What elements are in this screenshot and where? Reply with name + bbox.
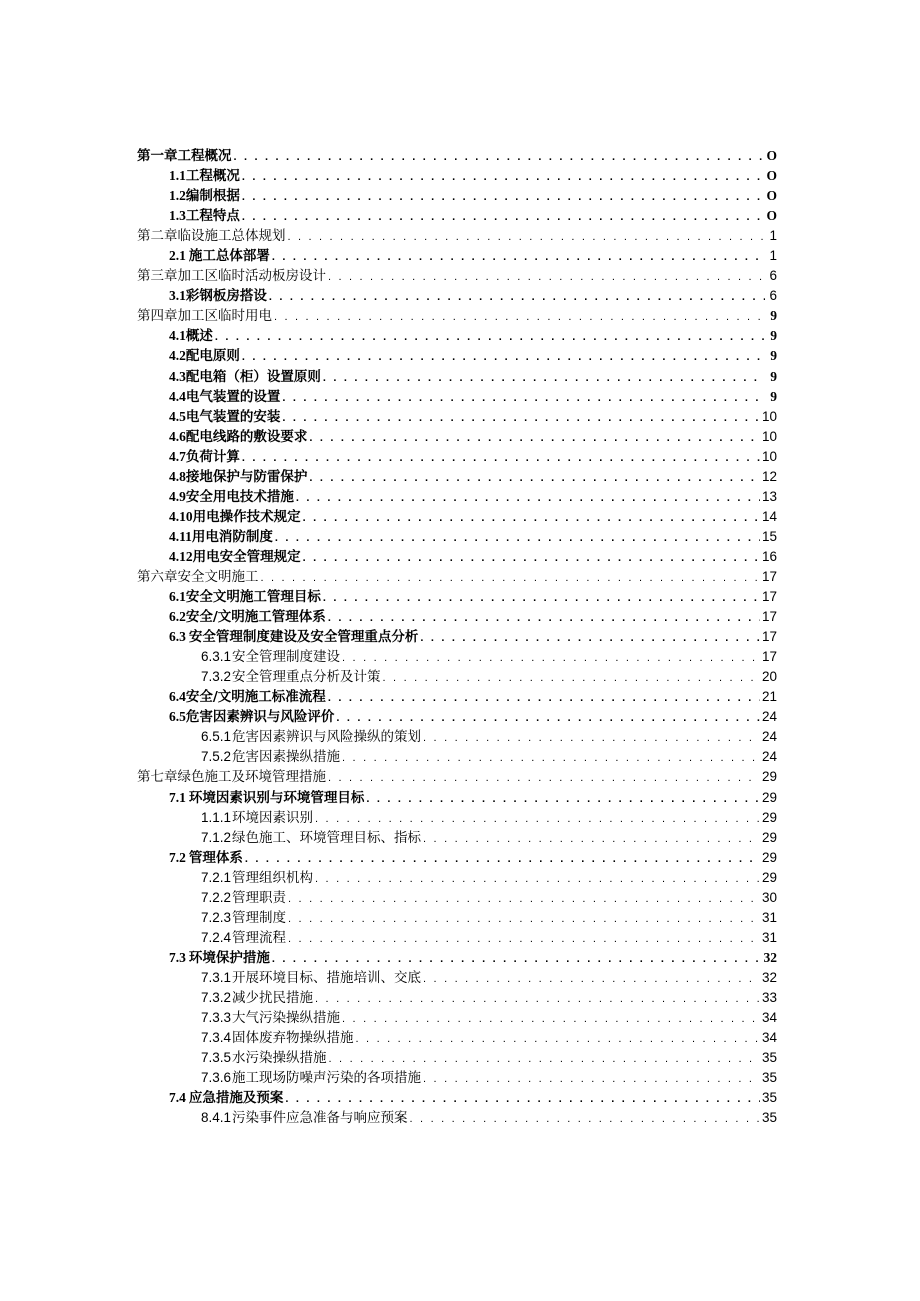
toc-entry-section[interactable]: [137, 206, 777, 226]
dot-leader: [342, 1009, 760, 1028]
toc-title: 编制根据: [185, 188, 240, 205]
dot-leader: [272, 949, 762, 968]
toc-title: 危害因素操纵措施: [232, 749, 341, 766]
toc-title: 安全管理重点分析及计策: [232, 669, 381, 686]
toc-title: 用电消防制度: [191, 528, 273, 545]
toc-title: 绿色施工、环境管理目标、指标: [232, 829, 422, 846]
toc-title: 环境因素识别: [232, 809, 314, 826]
toc-number: 7.: [201, 1030, 213, 1046]
toc-entry-section[interactable]: [137, 627, 777, 647]
toc-number: 4.8: [169, 468, 186, 484]
dot-leader: [215, 327, 765, 346]
toc-entry-section[interactable]: [137, 407, 777, 427]
toc-title: 第三章加工区临时活动板房设计: [137, 268, 326, 285]
toc-page: 29: [761, 809, 777, 825]
toc-title: 第六章安全文明施工: [137, 568, 259, 585]
toc-title: 配电线路的敷设要求: [185, 428, 308, 445]
toc-subnumber: 2.1: [212, 869, 232, 885]
toc-entry-section[interactable]: [137, 467, 777, 487]
toc-entry-section[interactable]: [137, 367, 777, 387]
toc-entry-section[interactable]: [137, 326, 777, 346]
toc-subnumber: 2.4: [212, 929, 232, 945]
dot-leader: [288, 929, 760, 948]
toc-title: 管理流程: [232, 929, 287, 946]
dot-leader: [282, 388, 765, 407]
toc-number: 7.: [201, 929, 213, 945]
toc-number: 7: [201, 829, 209, 845]
dot-leader: [328, 267, 765, 286]
dot-leader: [234, 147, 765, 166]
dot-leader: [261, 568, 760, 587]
toc-number: 7.: [201, 869, 213, 885]
toc-title: 应急措施及预案: [188, 1090, 284, 1107]
toc-number: 7.: [201, 889, 213, 905]
toc-title: 工程特点: [185, 208, 240, 225]
toc-subnumber: 2.2: [212, 889, 232, 905]
toc-number: 4.6: [169, 428, 186, 444]
toc-number: 4.5: [169, 408, 186, 424]
toc-entry-chapter-6[interactable]: [137, 567, 777, 587]
dot-leader: [342, 748, 760, 767]
dot-leader: [288, 227, 766, 246]
toc-page: 35: [761, 1090, 777, 1106]
toc-subnumber: 5.1: [212, 729, 232, 745]
toc-number: 6.2: [169, 609, 186, 625]
dot-leader: [423, 969, 760, 988]
toc-title: 环境保护措施: [188, 949, 270, 966]
toc-page: 34: [761, 1010, 777, 1026]
dot-leader: [242, 207, 765, 226]
toc-entry-section[interactable]: [137, 246, 777, 266]
toc-number: 7.: [201, 1050, 213, 1066]
toc-number: 4.9: [169, 488, 186, 504]
toc-page: 29: [761, 769, 777, 785]
dot-leader: [242, 167, 765, 186]
toc-entry-subsection[interactable]: [137, 1108, 777, 1128]
toc-entry-chapter-3[interactable]: [137, 266, 777, 286]
dot-leader: [328, 768, 760, 787]
toc-entry-subsection[interactable]: [137, 988, 777, 1008]
toc-page: 10: [761, 408, 777, 424]
dot-leader: [315, 809, 760, 828]
toc-page: 24: [761, 709, 777, 725]
toc-number: 7.: [201, 989, 213, 1005]
dot-leader: [274, 307, 765, 326]
toc-page: 17: [761, 568, 777, 584]
dot-leader: [328, 688, 760, 707]
toc-number: 6.5: [169, 709, 186, 725]
toc-title: 污染事件应急准备与响应预案: [232, 1110, 408, 1127]
toc-page: O: [766, 188, 777, 204]
toc-subnumber: 3.6: [212, 1070, 232, 1086]
dot-leader: [423, 1069, 760, 1088]
toc-entry-subsection[interactable]: [137, 1048, 777, 1068]
toc-page: 6: [769, 288, 777, 304]
toc-entry-section[interactable]: [137, 346, 777, 366]
toc-entry-subsection[interactable]: [137, 727, 777, 747]
toc-entry-subsection[interactable]: [137, 908, 777, 928]
toc-title: 第七章绿色施工及环境管理措施: [137, 769, 326, 786]
toc-page: 34: [761, 1030, 777, 1046]
toc-page: 9: [770, 328, 777, 344]
dot-leader: [242, 187, 765, 206]
toc-entry-chapter-2[interactable]: [137, 226, 777, 246]
toc-entry-subsection[interactable]: [137, 808, 777, 828]
dot-leader: [303, 548, 760, 567]
toc-number: 4.12: [169, 548, 193, 564]
toc-entry-subsection[interactable]: [137, 928, 777, 948]
toc-page: 9: [770, 308, 777, 324]
dot-leader: [420, 628, 760, 647]
toc-page: 9: [770, 388, 777, 404]
toc-title: 管理体系: [188, 849, 243, 866]
toc-entry-section[interactable]: [137, 447, 777, 467]
toc-page: 29: [761, 869, 777, 885]
toc-page: O: [766, 148, 777, 163]
dot-leader: [366, 789, 760, 808]
toc-title: 工程概况: [185, 168, 240, 185]
toc-entry-subsection[interactable]: [137, 1008, 777, 1028]
dot-leader: [245, 849, 760, 868]
toc-title: 第一章工程概况: [137, 148, 232, 164]
table-of-contents: [137, 146, 777, 1128]
dot-leader: [296, 488, 760, 507]
toc-number: 4.10: [169, 508, 193, 524]
toc-title: 管理职责: [232, 889, 287, 906]
dot-leader: [275, 528, 760, 547]
toc-entry-subsection[interactable]: [137, 1068, 777, 1088]
toc-entry-subsection[interactable]: [137, 1028, 777, 1048]
toc-title: 固体废弃物操纵措施: [232, 1030, 354, 1047]
toc-number: 7.: [201, 969, 213, 985]
toc-page: 32: [763, 949, 777, 965]
toc-number: 1: [201, 809, 209, 825]
toc-number: 7.: [201, 909, 213, 925]
toc-entry-section[interactable]: [137, 487, 777, 507]
toc-entry-chapter-1[interactable]: [137, 146, 777, 166]
toc-number: 4.2: [169, 348, 186, 364]
toc-title: 开展环境目标、措施培训、交底: [232, 969, 422, 986]
toc-page: 35: [761, 1050, 777, 1066]
dot-leader: [336, 708, 760, 727]
toc-entry-subsection[interactable]: [137, 747, 777, 767]
toc-page: 9: [770, 368, 777, 384]
toc-page: 12: [761, 468, 777, 484]
toc-entry-section[interactable]: [137, 286, 777, 306]
toc-entry-section[interactable]: [137, 507, 777, 527]
dot-leader: [423, 728, 760, 747]
toc-title: 危害因素辨识与风险评价: [185, 709, 335, 726]
toc-page: 9: [770, 348, 777, 364]
toc-title: 用电安全管理规定: [192, 548, 301, 565]
dot-leader: [315, 989, 760, 1008]
toc-page: 16: [761, 548, 777, 564]
toc-title: 彩钢板房搭设: [185, 288, 267, 305]
toc-entry-section[interactable]: [137, 687, 777, 707]
toc-title: 管理制度: [232, 909, 287, 926]
dot-leader: [285, 1089, 760, 1108]
toc-title: 安全管理制度建设及安全管理重点分析: [188, 629, 419, 646]
toc-title: 减少扰民措施: [232, 989, 314, 1006]
toc-number: 7.2: [169, 849, 186, 865]
toc-entry-chapter-7[interactable]: [137, 767, 777, 787]
toc-title: 环境因素识别与环境管理目标: [188, 789, 365, 806]
toc-page: 15: [761, 528, 777, 544]
toc-title: 管理组织机构: [232, 869, 314, 886]
toc-title: 配电箱（柜）设置原则: [185, 368, 321, 385]
toc-page: 6: [769, 268, 777, 284]
toc-subnumber: 3.2: [212, 669, 232, 685]
toc-page: 24: [761, 749, 777, 765]
dot-leader: [329, 1049, 760, 1068]
toc-page: O: [766, 208, 777, 224]
toc-number: 8.: [201, 1110, 213, 1126]
toc-page: 10: [761, 448, 777, 464]
toc-title: 配电原则: [185, 348, 240, 365]
toc-page: 24: [761, 729, 777, 745]
dot-leader: [242, 347, 765, 366]
toc-page: 17: [761, 649, 777, 665]
toc-page: 33: [761, 989, 777, 1005]
dot-leader: [410, 1109, 760, 1128]
toc-page: 31: [761, 909, 777, 925]
toc-number: 2.1: [169, 248, 186, 264]
toc-page: 31: [761, 929, 777, 945]
toc-page: 35: [761, 1070, 777, 1086]
toc-title: 接地保护与防雷保护: [185, 468, 308, 485]
toc-entry-subsection[interactable]: [137, 868, 777, 888]
toc-title: 施工总体部署: [188, 248, 270, 265]
toc-number: 6.1: [169, 589, 186, 605]
toc-title: 水污染操纵措施: [232, 1050, 327, 1067]
toc-number: 7.: [201, 749, 213, 765]
toc-entry-section[interactable]: [137, 587, 777, 607]
toc-title: 负荷计算: [185, 448, 240, 465]
toc-page: 10: [761, 428, 777, 444]
toc-subnumber: .1.2: [208, 829, 232, 845]
toc-number: 6.4: [169, 689, 186, 705]
toc-number: 3.1: [169, 288, 186, 304]
dot-leader: [356, 1029, 760, 1048]
dot-leader: [303, 508, 760, 527]
toc-number: 1.2: [169, 188, 186, 204]
toc-entry-section[interactable]: [137, 707, 777, 727]
toc-page: 29: [761, 789, 777, 805]
toc-page: 35: [761, 1110, 777, 1126]
toc-entry-chapter-4[interactable]: [137, 306, 777, 326]
dot-leader: [269, 287, 765, 306]
toc-page: 17: [761, 589, 777, 605]
toc-number: 4.1: [169, 328, 186, 344]
dot-leader: [323, 588, 760, 607]
toc-entry-section[interactable]: [137, 547, 777, 567]
toc-subnumber: 3.1: [212, 649, 232, 665]
toc-entry-subsection[interactable]: [137, 667, 777, 687]
toc-title: 安全/文明施工标准流程: [185, 689, 326, 706]
toc-title: 安全文明施工管理目标: [185, 589, 321, 606]
toc-entry-subsection[interactable]: [137, 888, 777, 908]
toc-entry-section[interactable]: [137, 607, 777, 627]
dot-leader: [282, 408, 760, 427]
dot-leader: [423, 829, 760, 848]
toc-number: 7.: [201, 1070, 213, 1086]
toc-title: 用电操作技术规定: [192, 508, 301, 525]
toc-title: 第二章临设施工总体规划: [137, 228, 286, 245]
toc-title: 大气污染操纵措施: [232, 1010, 341, 1027]
toc-title: 安全管理制度建设: [232, 649, 341, 666]
toc-entry-section[interactable]: [137, 186, 777, 206]
toc-entry-section[interactable]: [137, 948, 777, 968]
toc-number: 7.1: [169, 789, 186, 805]
toc-number: 1.1: [169, 168, 186, 184]
toc-page: 13: [761, 488, 777, 504]
toc-number: 7.: [201, 1010, 213, 1026]
toc-title: 施工现场防噪声污染的各项措施: [232, 1070, 422, 1087]
toc-number: 7.3: [169, 949, 186, 965]
dot-leader: [288, 889, 760, 908]
dot-leader: [288, 909, 760, 928]
toc-page: 30: [761, 889, 777, 905]
toc-subnumber: 3.3: [212, 1010, 232, 1026]
toc-entry-section[interactable]: [137, 166, 777, 186]
toc-page: O: [766, 168, 777, 184]
toc-entry-section[interactable]: [137, 527, 777, 547]
toc-page: 17: [761, 629, 777, 645]
toc-page: 1: [769, 228, 777, 244]
toc-entry-section[interactable]: [137, 1088, 777, 1108]
dot-leader: [242, 448, 760, 467]
toc-title: 电气装置的设置: [185, 388, 281, 405]
toc-title: 第四章加工区临时用电: [137, 308, 272, 325]
toc-number: 4.3: [169, 368, 186, 384]
toc-subnumber: 3.5: [212, 1050, 232, 1066]
toc-entry-section[interactable]: [137, 788, 777, 808]
toc-subnumber: 3.2: [212, 989, 232, 1005]
toc-number: 6.3: [169, 629, 186, 645]
toc-number: 6.: [201, 649, 213, 665]
toc-title: 危害因素辨识与风险操纵的策划: [232, 729, 422, 746]
toc-subnumber: 5.2: [212, 749, 232, 765]
toc-number: 7.: [201, 669, 213, 685]
toc-title: 安全用电技术措施: [185, 488, 294, 505]
toc-entry-subsection[interactable]: [137, 828, 777, 848]
toc-number: 6.: [201, 729, 213, 745]
toc-entry-section[interactable]: [137, 848, 777, 868]
toc-number: 4.7: [169, 448, 186, 464]
toc-entry-section[interactable]: [137, 427, 777, 447]
dot-leader: [342, 648, 760, 667]
toc-page: 29: [761, 829, 777, 845]
toc-title: 电气装置的安装: [185, 408, 281, 425]
dot-leader: [272, 247, 765, 266]
dot-leader: [323, 368, 765, 387]
toc-page: 1: [769, 248, 777, 264]
toc-entry-section[interactable]: [137, 387, 777, 407]
toc-page: 20: [761, 669, 777, 685]
toc-number: 4.11: [169, 528, 192, 544]
toc-entry-subsection[interactable]: [137, 968, 777, 988]
toc-subnumber: .1.1: [208, 809, 232, 825]
toc-page: 17: [761, 609, 777, 625]
toc-page: 32: [761, 969, 777, 985]
dot-leader: [309, 428, 760, 447]
dot-leader: [309, 468, 760, 487]
toc-number: 7.4: [169, 1090, 186, 1106]
toc-page: 29: [761, 849, 777, 865]
toc-page: 14: [761, 508, 777, 524]
toc-subnumber: 3.1: [212, 969, 232, 985]
toc-entry-subsection[interactable]: [137, 647, 777, 667]
toc-number: 4.4: [169, 388, 186, 404]
toc-subnumber: 4.1: [212, 1110, 232, 1126]
toc-subnumber: 2.3: [212, 909, 232, 925]
dot-leader: [328, 608, 760, 627]
toc-title: 安全/文明施工管理体系: [185, 609, 326, 626]
toc-subnumber: 3.4: [212, 1030, 232, 1046]
toc-page: 21: [761, 689, 777, 705]
toc-number: 1.3: [169, 208, 186, 224]
dot-leader: [383, 668, 760, 687]
toc-title: 概述: [185, 328, 213, 345]
dot-leader: [315, 869, 760, 888]
